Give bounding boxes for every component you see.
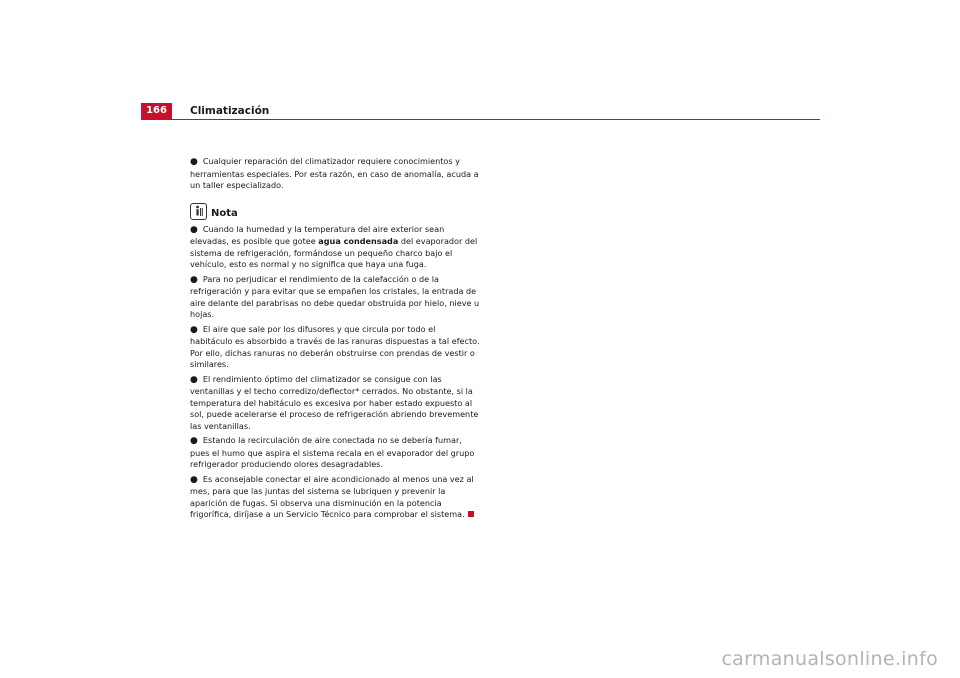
note-bullet: [190, 224, 480, 271]
note-bullet: [190, 435, 480, 471]
page-header: [141, 103, 820, 120]
note-bullet: [190, 324, 480, 371]
note-bullet-text: Para no perjudicar el rendimiento de la calefacción o de la refrigeración y para evitar que se empañen los cristales, la entrada de aire delante del parabrisas no debe quedar obstruida por hielo, nieve u hojas.: [190, 273, 480, 319]
bullet-icon: ●: [190, 374, 198, 385]
note-bullet-text: El rendimiento óptimo del climatizador se consigue con las ventanillas y el techo corredizo/deflector* cerrados. No obstante, si la temperatura del habitáculo es excesiva por haber estado expuesto al sol, puede acelerarse el proceso de refrigeración abriendo brevemente las ventanillas.: [190, 373, 479, 431]
intro-bullet: [190, 156, 480, 192]
bullet-icon: ●: [190, 274, 198, 285]
note-bullet-text: El aire que sale por los difusores y que circula por todo el habitáculo es absorbido a través de las ranuras dispuestas a tal efecto. Por ello, dichas ranuras no deberán obstruirse con prendas de vestir o similares.: [190, 323, 480, 369]
bullet-icon: ●: [190, 436, 198, 446]
intro-bullet-text: Cualquier reparación del climatizador requiere conocimientos y herramientas especiales. Por esta razón, en caso de anomalía, acuda a un taller especializado.: [190, 156, 479, 190]
note-header: [190, 202, 480, 220]
red-square-end-icon: [468, 511, 474, 517]
note-bullet: [190, 474, 480, 521]
note-bullet-text: Cuando la humedad y la temperatura del aire exterior sean elevadas, es posible que gotee: [190, 223, 445, 246]
bullet-icon: ●: [190, 157, 198, 167]
note-label: Nota: [211, 207, 238, 219]
note-bullet: [190, 374, 480, 433]
bullet-icon: ●: [190, 474, 198, 485]
bullet-icon: ●: [190, 324, 198, 335]
info-note-icon: [190, 203, 207, 220]
note-bullet-text: Es aconsejable conectar el aire acondicionado al menos una vez al mes, para que las juntas del sistema se lubriquen y prevenir la aparición de fugas. Si observa una disminución en la potencia frigorífica, diríjase a un Servicio Técnico para comprobar el sistema.: [190, 473, 474, 519]
note-bullet-text: del evaporador del sistema de refrigeración, formándose un pequeño charco bajo el vehículo, esto es normal y no significa que haya una fuga.: [190, 236, 478, 269]
watermark: carmanualsonline.info: [721, 648, 938, 670]
note-bullet-bold: agua condensada: [318, 236, 399, 246]
section-title: Climatización: [190, 105, 270, 117]
note-bullet-text: Estando la recirculación de aire conectada no se debería fumar, pues el humo que aspira el sistema recala en el evaporador del grupo refrigerador produciendo olores desagradables.: [190, 435, 475, 469]
page-number: 166: [141, 103, 172, 119]
bullet-icon: ●: [190, 224, 198, 235]
note-bullet: [190, 274, 480, 321]
main-content: [190, 156, 480, 524]
